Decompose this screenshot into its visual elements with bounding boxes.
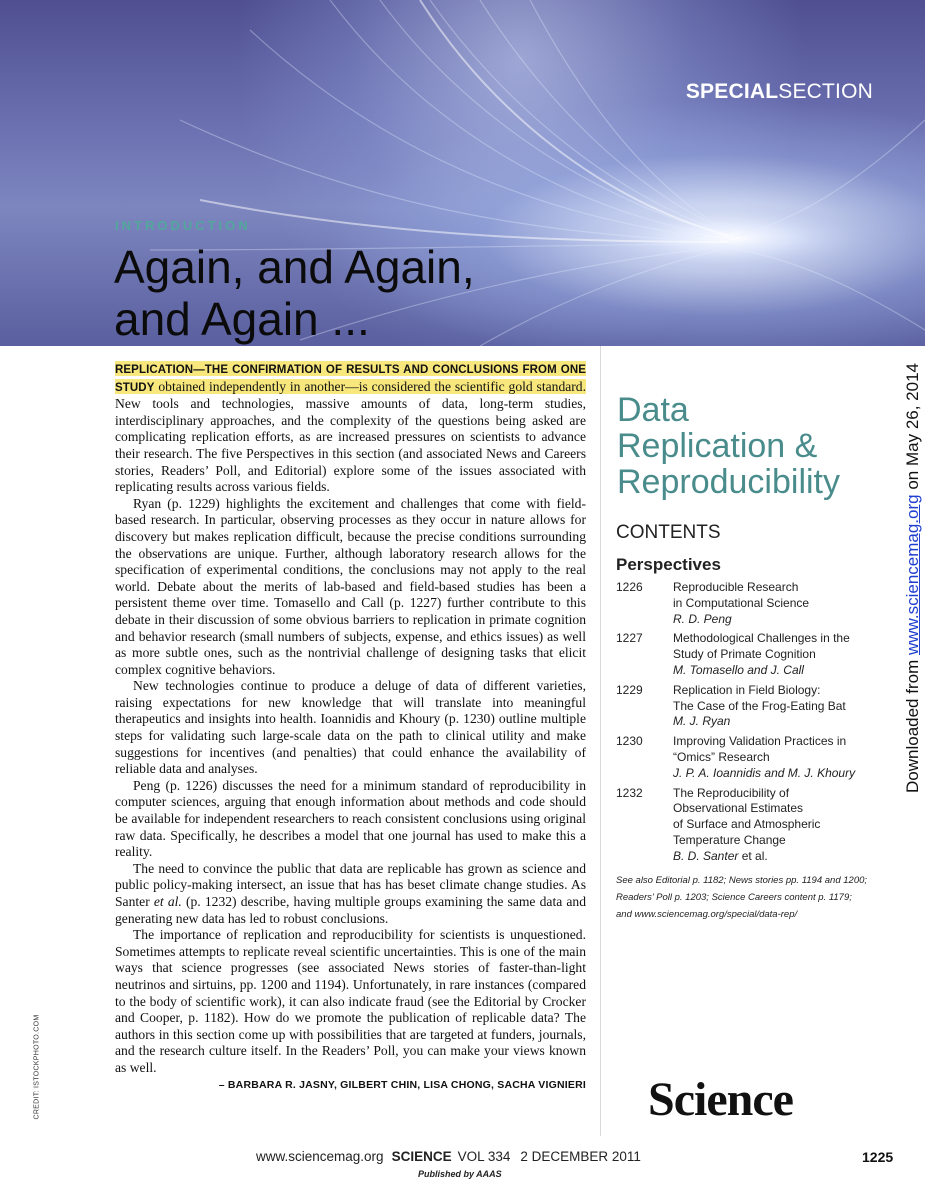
see-also-note: See also Editorial p. 1182; News stories pp. 1194 and 1200; Readers’ Poll p. 1203; Science Careers content p. 1179; and www.sciencemag.org/special/data-rep/ [616,875,868,920]
list-item: 1230 Improving Validation Practices in “Omics” Research J. P. A. Ioannidis and M. J. Khoury [616,734,866,781]
list-item: 1227 Methodological Challenges in the Study of Primate Cognition M. Tomasello and J. Call [616,631,866,678]
sidebar-title: Data Replication & Reproducibility [617,391,840,501]
paragraph: New technologies continue to produce a deluge of data of different varieties, raising expectations for new knowledge that will translate into meaningful therapeutics and insights into health. Ioannidis and Khoury (p. 1230) outline multiple steps for validating such large-scale data on the path to clinical utility and make suggestions for incentives (and penalties) that could enhance the availability of reliable data and analyses. [115,678,586,777]
footer-journal: SCIENCE [391,1149,452,1164]
item-page: 1226 [616,580,643,594]
paragraph: Peng (p. 1226) discusses the need for a minimum standard of reproducibility in computer sciences, arguing that enough information about methods and code should be available for independent researchers to reach consistent conclusions using original raw data. Specifically, he describes a model that one journal has used to make this a reality. [115,777,586,860]
perspectives-heading: Perspectives [616,555,721,574]
item-authors: R. D. Peng [673,611,732,626]
download-link[interactable]: www.sciencemag.org [903,494,922,656]
header-banner-image [0,0,925,346]
science-logo: Science [648,1073,793,1126]
contents-sidebar [600,346,868,1136]
article-body [115,361,586,1093]
item-page: 1227 [616,631,643,646]
item-authors: M. Tomasello and J. Call [673,662,804,677]
item-page: 1232 [616,785,643,800]
item-page: 1230 [616,734,643,749]
page-footer [256,1149,641,1164]
list-item: 1226 Reproducible Research in Computational Science R. D. Peng [616,580,866,627]
kicker: INTRODUCTION [115,218,251,233]
item-authors: J. P. A. Ioannidis and M. J. Khoury [673,765,856,780]
contents-list [616,580,866,869]
list-item: 1229 Replication in Field Biology: The Case of the Frog-Eating Bat M. J. Ryan [616,683,866,730]
item-authors: M. J. Ryan [673,714,731,729]
list-item: 1232 The Reproducibility of Observational Estimates of Surface and Atmospheric Temperature Change B. D. Santer et al. [616,786,866,865]
paragraph: REPLICATION—THE CONFIRMATION OF RESULTS AND CONCLUSIONS FROM ONE STUDY obtained independently in another—is considered the scientific gold standard. New tools and technologies, massive amounts of data, long-term studies, interdisciplinary approaches, and the complexity of the questions being asked are complicating replication efforts, as are increased pressures on scientists to advance their research. The five Perspectives in this section (and associated News and Careers stories, Readers’ Poll, and Editorial) explore some of the issues associated with replicating results across various fields. [115,361,586,496]
footer-volume: VOL 334 [457,1149,511,1164]
paragraph: Ryan (p. 1229) highlights the excitement and challenges that come with field-based research. In particular, observing processes as they occur in nature allows for discovery but makes replication difficult, because the precise conditions surrounding the observations are unique. Further, although laboratory research allows for the specification of experimental conditions, the conclusions may not apply to the real world. Debate about the merits of lab-based and field-based studies has been a persistent theme over time. Tomasello and Call (p. 1227) further contribute to this debate in their discussion of some obvious barriers to replication in primate cognition and behavior research (small numbers of subjects, expense, and ethics issues) as well as more subtle ones, such as the nontrivial challenge of designing tasks that elicit complex cognitive behaviors. [115,495,586,677]
contents-heading: CONTENTS [616,522,721,543]
footer-date: 2 DECEMBER 2011 [520,1149,641,1164]
page-title: Again, and Again, and Again ... [114,241,475,345]
item-page: 1229 [616,682,643,697]
highlighted-lead: REPLICATION—THE CONFIRMATION OF RESULTS AND CONCLUSIONS FROM ONE STUDY obtained independently in another—is considered the scientific gold standard. [115,361,586,394]
paragraph: The importance of replication and reproducibility for scientists is unquestioned. Sometimes attempts to replicate reveal scientific uncertainties. This is one of the main ways that science progresses (see associated News stories of faster-than-light neutrinos and sirtuins, pp. 1200 and 1194). Unfortunately, in rare instances (compared to the body of scientific work), it can also indicate fraud (see the Editorial by Crocker and Cooper, p. 1182). How do we promote the publication of replicable data? The authors in this section come up with possibilities that are targeted at funders, journals, and the research culture itself. In the Readers’ Poll, you can make your views known as well. [115,927,586,1075]
paragraph: The need to convince the public that data are replicable has grown as science and public policy-making intersect, an issue that has has beset climate change studies. As Santer et al. (p. 1232) describe, having multiple groups examining the same data and generating new data has led to robust conclusions. [115,860,587,926]
item-authors: B. D. Santer et al. [673,848,768,863]
download-stamp: Downloaded from www.sciencemag.org on May 26, 2014 [903,363,922,793]
page-number: 1225 [862,1149,894,1165]
publisher-line: Published by AAAS [418,1169,502,1179]
image-credit: CREDIT: ISTOCKPHOTO.COM [33,1014,41,1120]
footer-url: www.sciencemag.org [256,1149,384,1164]
special-section-label: SPECIALSECTION [685,80,873,103]
author-signature: – BARBARA R. JASNY, GILBERT CHIN, LISA CHONG, SACHA VIGNIERI [218,1078,586,1091]
